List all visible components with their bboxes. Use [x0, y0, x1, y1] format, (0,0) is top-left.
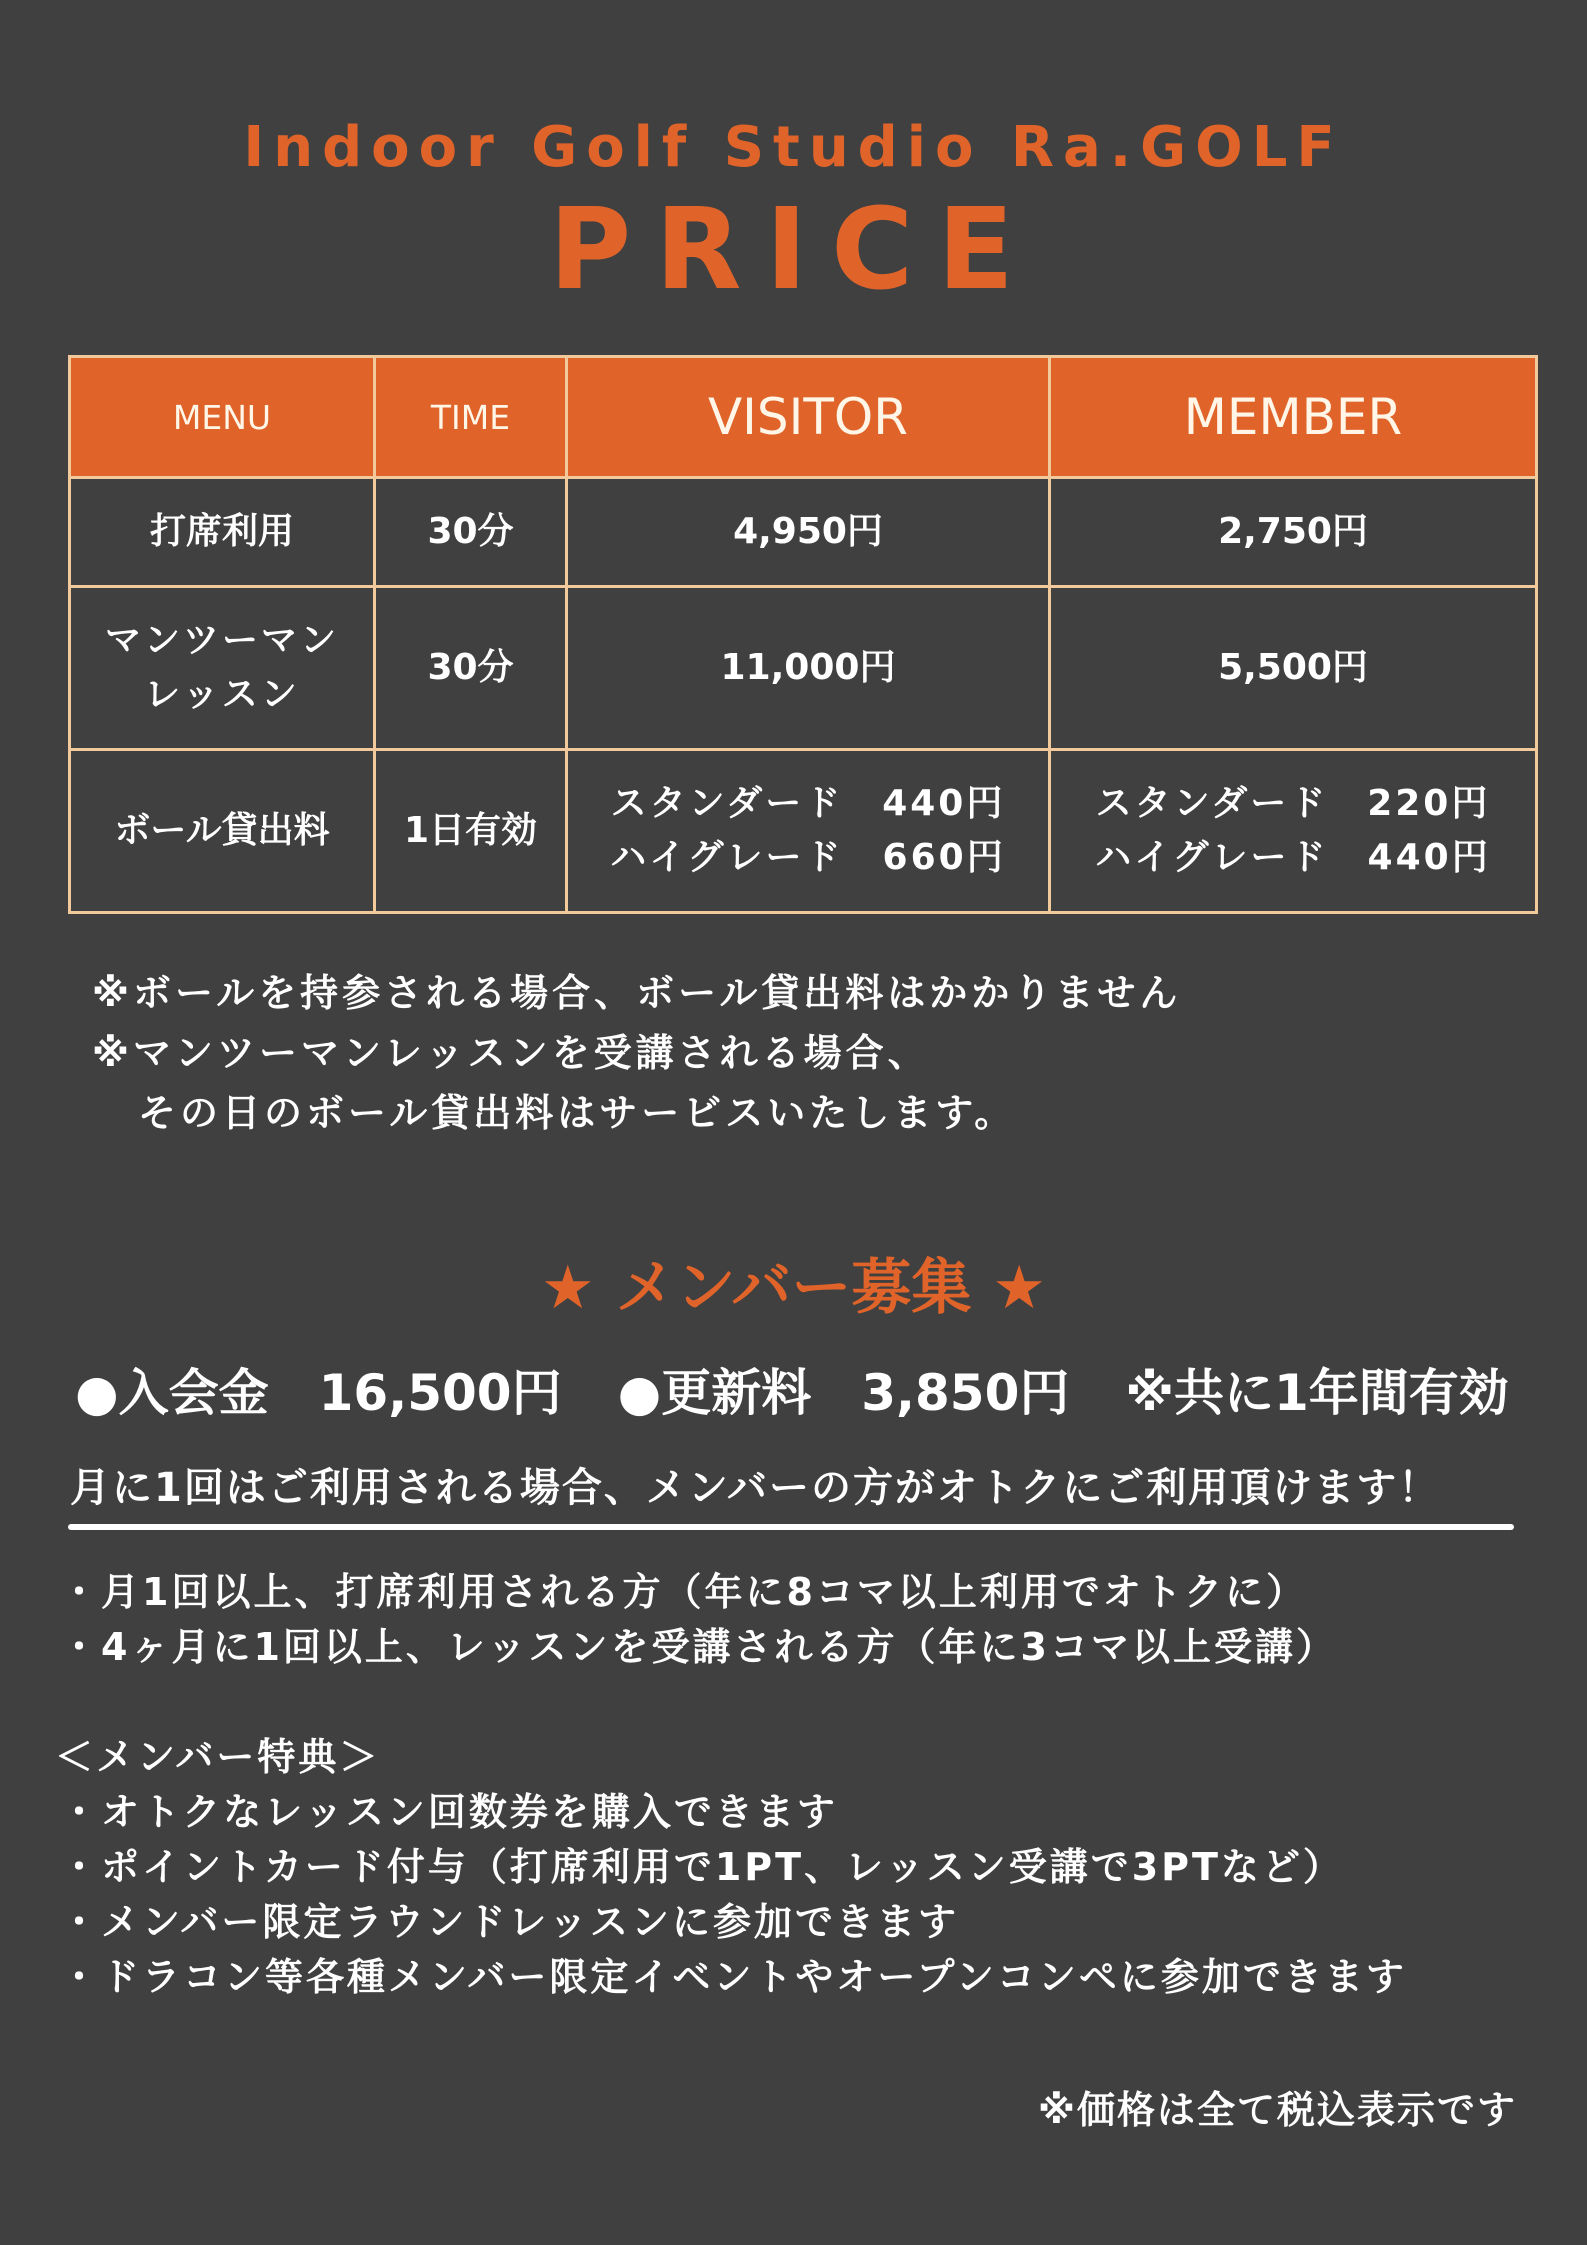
- time-cell: 30分: [375, 587, 567, 750]
- menu-cell: [70, 750, 375, 913]
- visitor-price-standard: スタンダード 440円: [610, 783, 1006, 824]
- menu-label-line: マンツーマン: [104, 620, 339, 661]
- underline-divider: [68, 1524, 1514, 1530]
- member-price-cell: [1050, 750, 1537, 913]
- benefit-item: ・メンバー限定ラウンドレッスンに参加できます: [60, 1900, 959, 1944]
- menu-label: 打席利用: [149, 511, 294, 552]
- menu-label-line: レッスン: [144, 674, 300, 715]
- entry-fee: ●入会金 16,500円: [75, 1364, 562, 1422]
- benefit-item: ・オトクなレッスン回数券を購入できます: [60, 1790, 838, 1834]
- fees-line: [75, 1358, 1509, 1428]
- table-row: [70, 478, 1537, 587]
- visitor-price-cell: [567, 750, 1050, 913]
- target-item: ・月1回以上、打席利用される方（年に8コマ以上利用でオトクに）: [60, 1570, 1308, 1614]
- menu-label: ボール貸出料: [114, 810, 330, 851]
- benefits-title: ＜メンバー特典＞: [55, 1735, 381, 1779]
- table-row: [70, 750, 1537, 913]
- studio-name: Indoor Golf Studio Ra.GOLF: [243, 115, 1344, 180]
- time-cell: 1日有効: [375, 750, 567, 913]
- member-recruit-heading: ★ メンバー募集 ★: [540, 1253, 1047, 1323]
- table-header-row: [70, 357, 1537, 478]
- column-header-visitor: VISITOR: [567, 357, 1050, 478]
- tax-footnote: ※価格は全て税込表示です: [1038, 2088, 1517, 2132]
- price-table: [68, 355, 1538, 914]
- renewal-fee: ●更新料 3,850円: [617, 1364, 1070, 1422]
- benefit-item: ・ポイントカード付与（打席利用で1PT、レッスン受講で3PTなど）: [60, 1845, 1344, 1889]
- menu-cell: [70, 478, 375, 587]
- validity-note: ※共に1年間有効: [1125, 1364, 1509, 1422]
- column-header-member: MEMBER: [1050, 357, 1537, 478]
- member-price-cell: [1050, 587, 1537, 750]
- visitor-price: 11,000円: [720, 647, 896, 688]
- column-header-time: TIME: [375, 357, 567, 478]
- table-row: [70, 587, 1537, 750]
- time-cell: 30分: [375, 478, 567, 587]
- visitor-price-cell: [567, 478, 1050, 587]
- note-lesson-service-cont: その日のボール貸出料はサービスいたします。: [138, 1091, 1017, 1135]
- note-ball-bring: ※ボールを持参される場合、ボール貸出料はかかりません: [92, 971, 1182, 1015]
- member-price: 5,500円: [1218, 647, 1368, 688]
- visitor-price: 4,950円: [733, 511, 883, 552]
- column-header-menu: MENU: [70, 357, 375, 478]
- visitor-price-cell: [567, 587, 1050, 750]
- member-price-highgrade: ハイグレード 440円: [1095, 837, 1491, 878]
- benefit-item: ・ドラコン等各種メンバー限定イベントやオープンコンペに参加できます: [60, 1955, 1407, 1999]
- member-price: 2,750円: [1218, 511, 1368, 552]
- target-item: ・4ヶ月に1回以上、レッスンを受講される方（年に3コマ以上受講）: [60, 1625, 1337, 1669]
- note-lesson-service: ※マンツーマンレッスンを受講される場合、: [92, 1031, 930, 1075]
- page-title: PRICE: [549, 185, 1038, 315]
- member-price-standard: スタンダード 220円: [1095, 783, 1491, 824]
- member-price-cell: [1050, 478, 1537, 587]
- menu-cell: [70, 587, 375, 750]
- visitor-price-highgrade: ハイグレード 660円: [610, 837, 1006, 878]
- recommend-text: 月に1回はご利用される場合、メンバーの方がオトクにご利用頂けます！: [70, 1465, 1441, 1511]
